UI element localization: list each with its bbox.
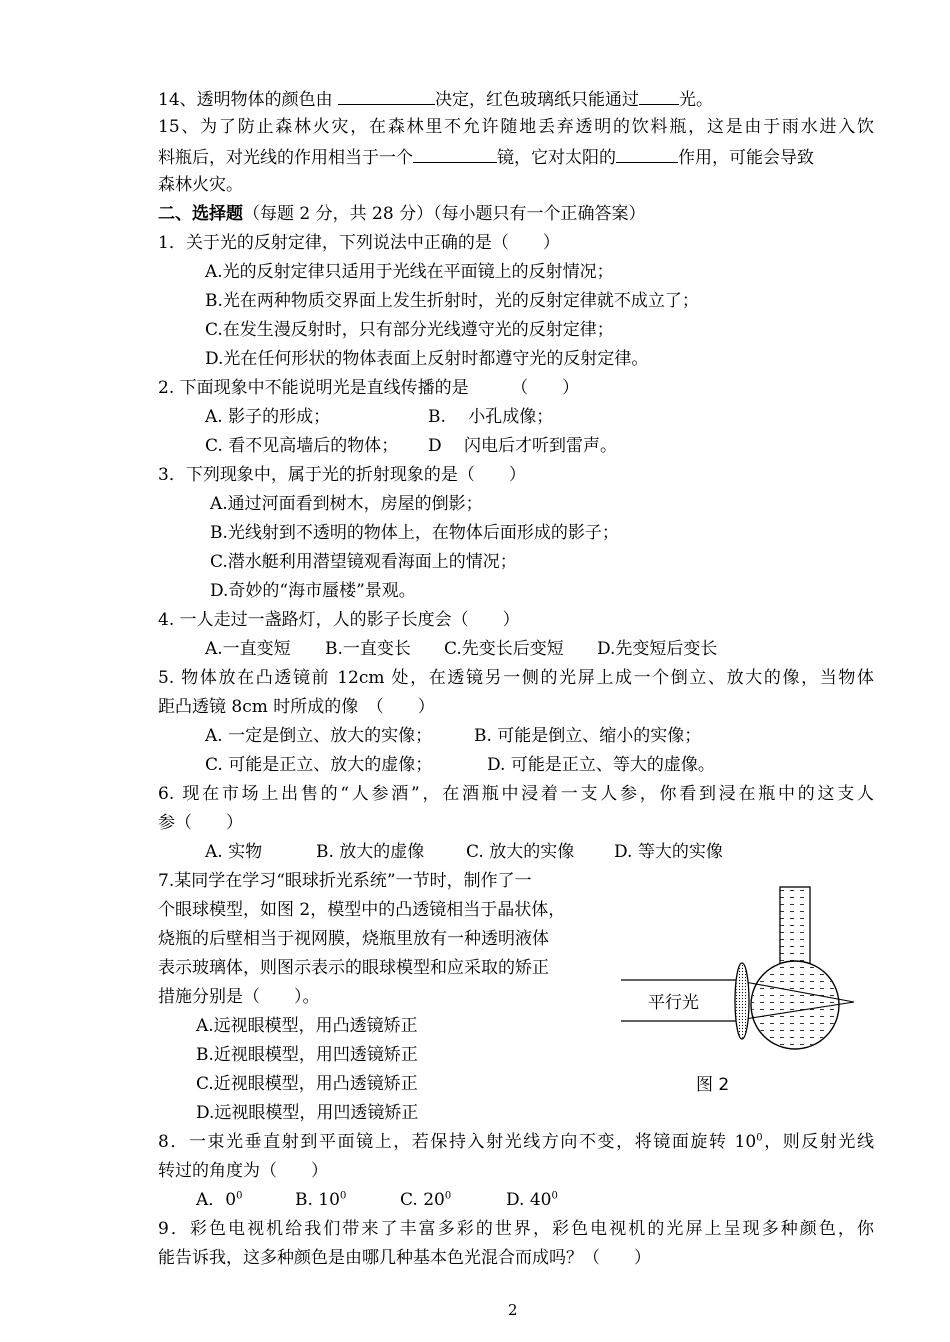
q4-option-d: D.先变短后变长 xyxy=(597,639,718,659)
q1-option-a: A.光的反射定律只适用于光线在平面镜上的反射情况； xyxy=(205,262,614,282)
q9-line-1: 9．彩色电视机给我们带来了丰富多彩的世界，彩色电视机的光屏上呈现多种颜色，你 xyxy=(158,1219,874,1239)
flask-neck xyxy=(780,887,810,967)
q7-option-b: B.近视眼模型，用凹透镜矫正 xyxy=(196,1045,418,1065)
q15-blank-1[interactable] xyxy=(413,145,497,163)
q8-option-a xyxy=(196,1189,242,1211)
q15-blank-2[interactable] xyxy=(616,145,678,163)
figure-caption: 图 2 xyxy=(696,1075,730,1095)
q8-text-a: 8．一束光垂直射到平面镜上，若保持入射光线方向不变，将镜面旋转 10 xyxy=(158,1132,757,1152)
q5-line-1: 5. 物体放在凸透镜前 12cm 处，在透镜另一侧的光屏上成一个倒立、放大的像，当物体 xyxy=(158,668,874,688)
question-14 xyxy=(158,87,713,111)
q5-option-b: B. 可能是倒立、缩小的实像； xyxy=(474,726,702,746)
q7-line-1: 7.某同学在学习“眼球折光系统”一节时，制作了一 xyxy=(158,871,532,891)
q8-option-d-text: D. 40 xyxy=(506,1190,552,1210)
q5-line-2: 距凸透镜 8cm 时所成的像 （ ） xyxy=(158,697,435,717)
q7-option-c: C.近视眼模型，用凸透镜矫正 xyxy=(196,1074,418,1094)
q5-option-a: A. 一定是倒立、放大的实像； xyxy=(205,726,433,746)
q14-blank-2[interactable] xyxy=(639,87,679,105)
q8-option-b xyxy=(295,1189,346,1211)
q15-line-1: 15、为了防止森林火灾，在森林里不允许随地丢弃透明的饮料瓶，这是由于雨水进入饮 xyxy=(158,117,874,137)
q15-text-a: 料瓶后，对光线的作用相当于一个 xyxy=(158,148,413,168)
q8-option-d xyxy=(506,1189,558,1211)
q6-option-d: D. 等大的实像 xyxy=(614,842,723,862)
q7-line-3: 烧瓶的后壁相当于视网膜，烧瓶里放有一种透明液体 xyxy=(158,929,549,949)
q5-option-c: C. 可能是正立、放大的虚像； xyxy=(205,755,433,775)
q3-option-a: A.通过河面看到树木，房屋的倒影； xyxy=(210,494,483,514)
q8-option-d-degree: 0 xyxy=(551,1190,558,1202)
q8-option-b-text: B. 10 xyxy=(295,1190,340,1210)
flask-liquid xyxy=(752,962,838,1048)
q8-text-b: ，则反射光线 xyxy=(762,1132,874,1152)
q2-option-c: C. 看不见高墙后的物体； xyxy=(205,436,399,456)
section-2-title: 二、选择题 xyxy=(158,204,243,224)
q15-line-3: 森林火灾。 xyxy=(158,175,243,195)
q1-option-c: C.在发生漫反射时，只有部分光线遵守光的反射定律； xyxy=(205,320,614,340)
q4-option-b: B.一直变长 xyxy=(325,639,411,659)
section-2-note: （每题 2 分，共 28 分）（每小题只有一个正确答案） xyxy=(243,204,646,224)
q8-degree: 0 xyxy=(756,1132,763,1144)
q8-line-1 xyxy=(158,1131,874,1153)
q7-line-4: 表示玻璃体，则图示表示的眼球模型和应采取的矫正 xyxy=(158,958,549,978)
q9-line-2: 能告诉我，这多种颜色是由哪几种基本色光混合而成吗？（ ） xyxy=(158,1248,651,1268)
q2-stem: 2. 下面现象中不能说明光是直线传播的是 （ ） xyxy=(158,378,580,398)
q6-option-a: A. 实物 xyxy=(205,842,263,862)
q3-option-b: B.光线射到不透明的物体上，在物体后面形成的影子； xyxy=(210,523,619,543)
q15-line-2 xyxy=(158,145,814,169)
section-2-heading xyxy=(158,203,646,225)
q2-option-a: A. 影子的形成； xyxy=(205,407,331,427)
q6-line-1: 6. 现在市场上出售的“人参酒”，在酒瓶中浸着一支人参，你看到浸在瓶中的这支人 xyxy=(158,784,874,804)
q6-option-b: B. 放大的虚像 xyxy=(316,842,425,862)
q8-line-2: 转过的角度为（ ） xyxy=(158,1161,328,1181)
q15-text-c: 作用，可能会导致 xyxy=(678,148,814,168)
q3-stem: 3．下列现象中，属于光的折射现象的是（ ） xyxy=(158,465,526,485)
q14-text-2: 决定，红色玻璃纸只能通过 xyxy=(435,90,640,110)
eye-model-figure xyxy=(618,880,868,1100)
q15-text-b: 镜，它对太阳的 xyxy=(497,148,616,168)
lens-shading xyxy=(736,964,748,1038)
q14-text-3: 光。 xyxy=(679,90,714,110)
q6-line-2: 参（ ） xyxy=(158,813,243,833)
q3-option-c: C.潜水艇利用潜望镜观看海面上的情况； xyxy=(210,552,517,572)
q2-option-b: B. 小孔成像； xyxy=(428,407,554,427)
q14-blank-1[interactable] xyxy=(338,87,435,105)
q6-option-c: C. 放大的实像 xyxy=(466,842,575,862)
page-number: 2 xyxy=(508,1301,518,1319)
q4-stem: 4. 一人走过一盏路灯，人的影子长度会（ ） xyxy=(158,610,520,630)
q7-option-a: A.远视眼模型，用凸透镜矫正 xyxy=(196,1016,418,1036)
q7-line-5: 措施分别是（ ）。 xyxy=(158,987,320,1007)
q1-stem: 1．关于光的反射定律，下列说法中正确的是（ ） xyxy=(158,233,560,253)
q1-option-b: B.光在两种物质交界面上发生折射时，光的反射定律就不成立了； xyxy=(205,291,699,311)
q8-option-c-degree: 0 xyxy=(444,1190,452,1202)
q14-text-1: 14、透明物体的颜色由 xyxy=(158,90,333,110)
q7-line-2: 个眼球模型，如图 2，模型中的凸透镜相当于晶状体， xyxy=(158,900,566,920)
q7-option-d: D.远视眼模型，用凹透镜矫正 xyxy=(196,1103,419,1123)
q8-option-a-degree: 0 xyxy=(236,1190,243,1202)
q4-option-c: C.先变长后变短 xyxy=(444,639,564,659)
q8-option-c-text: C. 20 xyxy=(400,1190,445,1210)
q3-option-d: D.奇妙的“海市蜃楼”景观。 xyxy=(210,581,416,601)
q5-option-d: D. 可能是正立、等大的虚像。 xyxy=(487,755,715,775)
q8-option-c xyxy=(400,1189,451,1211)
q2-option-d: D 闪电后才听到雷声。 xyxy=(428,436,618,456)
q1-option-d: D.光在任何形状的物体表面上反射时都遵守光的反射定律。 xyxy=(205,349,649,369)
parallel-light-label: 平行光 xyxy=(648,993,699,1013)
q8-option-a-text: A．0 xyxy=(196,1190,237,1210)
q4-option-a: A.一直变短 xyxy=(205,639,291,659)
q8-option-b-degree: 0 xyxy=(339,1190,347,1202)
